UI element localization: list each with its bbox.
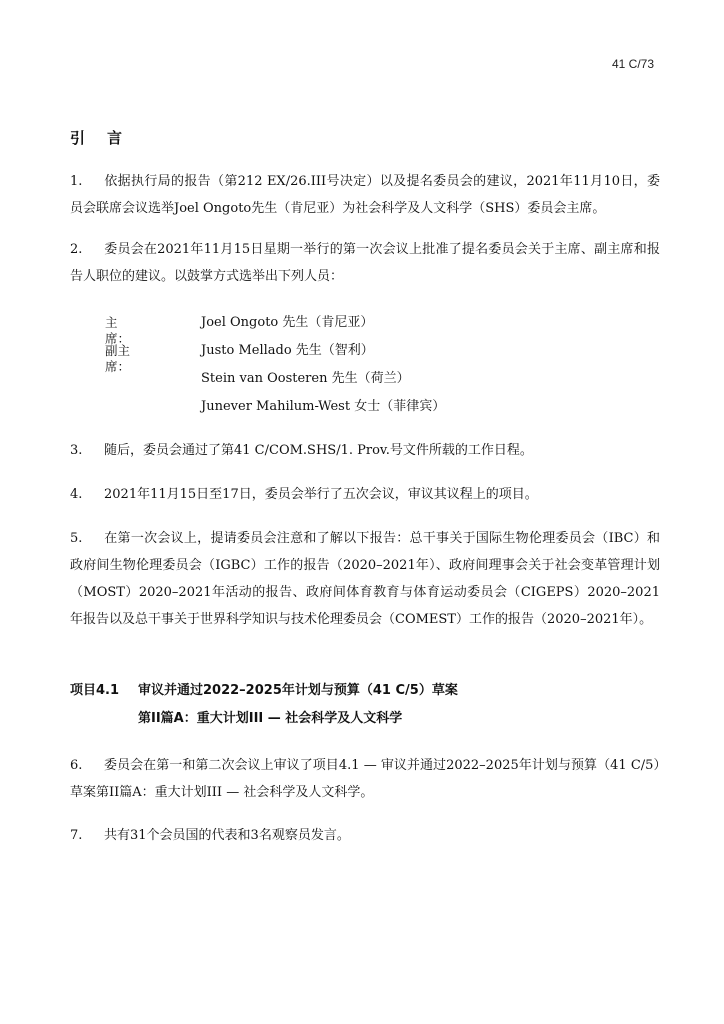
paragraph-4	[70, 481, 660, 508]
agenda-item-code: 项目4.1	[70, 683, 120, 698]
page-number: 41 C/73	[611, 57, 654, 71]
paragraph-number: 4.	[70, 487, 83, 502]
officer-name: Junever Mahilum-West 女士（菲律宾）	[201, 399, 446, 414]
section-heading	[70, 127, 144, 148]
agenda-item-title: 审议并通过2022–2025年计划与预算（41 C/5）草案	[138, 683, 458, 698]
paragraph-5	[70, 525, 660, 633]
paragraph-6	[70, 752, 660, 806]
officer-role: 主席：	[105, 315, 131, 346]
paragraph-number: 7.	[70, 828, 83, 843]
paragraph-2	[70, 236, 660, 290]
paragraph-text: 依据执行局的报告（第212 EX/26.III号决定）以及提名委员会的建议，2021年11月10日，委员会联席会议选举Joel Ongoto先生（肯尼亚）为社会科学及人文科学（SHS）委员会主席。	[70, 174, 660, 216]
paragraph-text: 在第一次会议上，提请委员会注意和了解以下报告：总干事关于国际生物伦理委员会（IBC）和政府间生物伦理委员会（IGBC）工作的报告（2020–2021年）、政府间理事会关于社会变革管理计划（MOST）2020–2021年活动的报告、政府间体育教育与体育运动委员会（CIGEPS）2020–2021年报告以及总干事关于世界科学知识与技术伦理委员会（COMEST）工作的报告（2020–2021年）。	[70, 531, 660, 627]
agenda-item-subtitle: 第II篇A：重大计划III — 社会科学及人文科学	[138, 711, 403, 726]
heading-char: 言	[107, 129, 123, 147]
heading-char: 引	[70, 129, 86, 147]
paragraph-7	[70, 822, 660, 849]
paragraph-1	[70, 168, 660, 222]
paragraph-text: 委员会在2021年11月15日星期一举行的第一次会议上批准了提名委员会关于主席、副主席和报告人职位的建议。以鼓掌方式选举出下列人员：	[70, 242, 660, 284]
officer-name: Joel Ongoto 先生（肯尼亚）	[201, 315, 374, 330]
officer-name: Stein van Oosteren 先生（荷兰）	[201, 371, 410, 386]
paragraph-text: 共有31个会员国的代表和3名观察员发言。	[104, 828, 350, 843]
paragraph-number: 3.	[70, 443, 83, 458]
paragraph-number: 6.	[70, 758, 83, 773]
paragraph-3	[70, 437, 660, 464]
paragraph-text: 2021年11月15日至17日，委员会举行了五次会议，审议其议程上的项目。	[104, 487, 538, 502]
paragraph-text: 随后，委员会通过了第41 C/COM.SHS/1. Prov.号文件所载的工作日程。	[104, 443, 533, 458]
paragraph-text: 委员会在第一和第二次会议上审议了项目4.1 — 审议并通过2022–2025年计划与预算（41 C/5）草案第II篇A：重大计划III — 社会科学及人文科学。	[70, 758, 660, 800]
paragraph-number: 2.	[70, 242, 83, 257]
officer-role: 副主席：	[105, 343, 131, 374]
paragraph-number: 5.	[70, 531, 83, 546]
officer-name: Justo Mellado 先生（智利）	[201, 343, 374, 358]
paragraph-number: 1.	[70, 174, 83, 189]
